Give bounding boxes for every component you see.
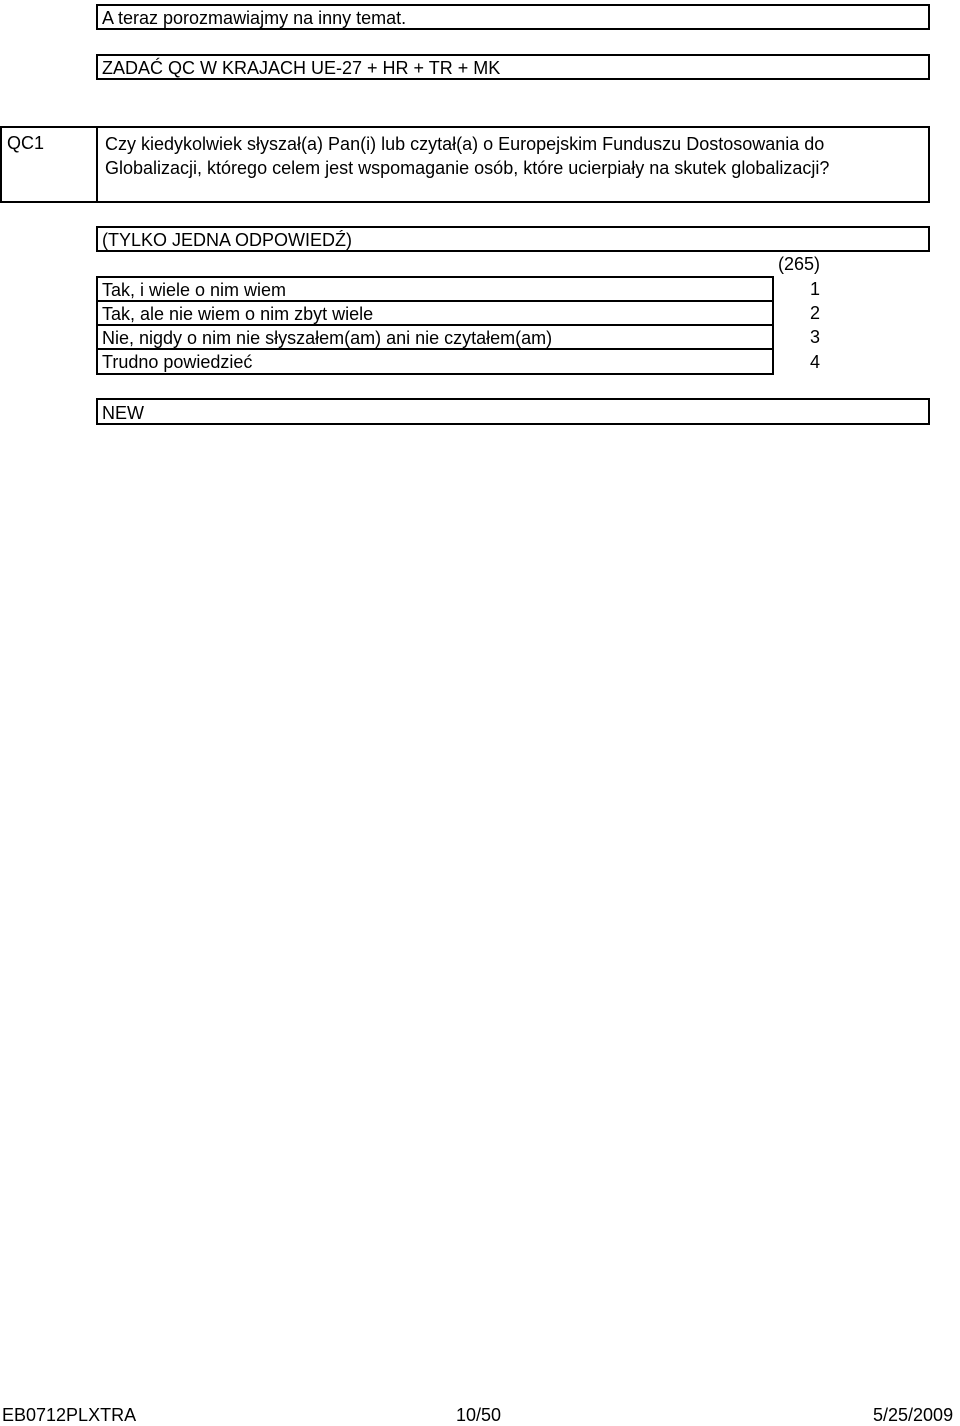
options-list [96, 276, 774, 375]
footer-date: 5/25/2009 [873, 1405, 954, 1425]
answer-note-box [96, 226, 930, 252]
option-code: 3 [809, 327, 820, 347]
tag-box [96, 398, 930, 425]
answer-note: (TYLKO JEDNA ODPOWIEDŹ) [102, 230, 353, 250]
instruction-text: ZADAĆ QC W KRAJACH UE-27 + HR + TR + MK [102, 58, 501, 78]
question-text: Czy kiedykolwiek słyszał(a) Pan(i) lub czytał(a) o Europejskim Funduszu Dostosowania do Globalizacji, którego celem jest wspomaganie osób, które ucierpiały na skutek globalizacji? [105, 134, 830, 178]
option-code: 1 [809, 279, 820, 299]
question-code: QC1 [7, 133, 45, 153]
question-row [0, 126, 930, 203]
instruction-box [96, 54, 930, 80]
option-label: Nie, nigdy o nim nie słyszałem(am) ani nie czytałem(am) [102, 328, 553, 348]
footer-document-id: EB0712PLXTRA [2, 1405, 137, 1425]
option-code: 2 [809, 303, 820, 323]
option-code: 4 [809, 352, 820, 372]
list-item [98, 326, 772, 350]
list-item [98, 350, 772, 374]
option-label: Trudno powiedzieć [102, 352, 253, 372]
intro-box [96, 4, 930, 30]
tag-text: NEW [102, 403, 144, 423]
question-divider [96, 128, 98, 201]
option-label: Tak, i wiele o nim wiem [102, 280, 287, 300]
footer-page-number: 10/50 [456, 1405, 502, 1425]
list-item [98, 278, 772, 302]
list-item [98, 302, 772, 326]
column-header: (265) [777, 254, 821, 274]
intro-text: A teraz porozmawiajmy na inny temat. [102, 8, 407, 28]
option-label: Tak, ale nie wiem o nim zbyt wiele [102, 304, 374, 324]
